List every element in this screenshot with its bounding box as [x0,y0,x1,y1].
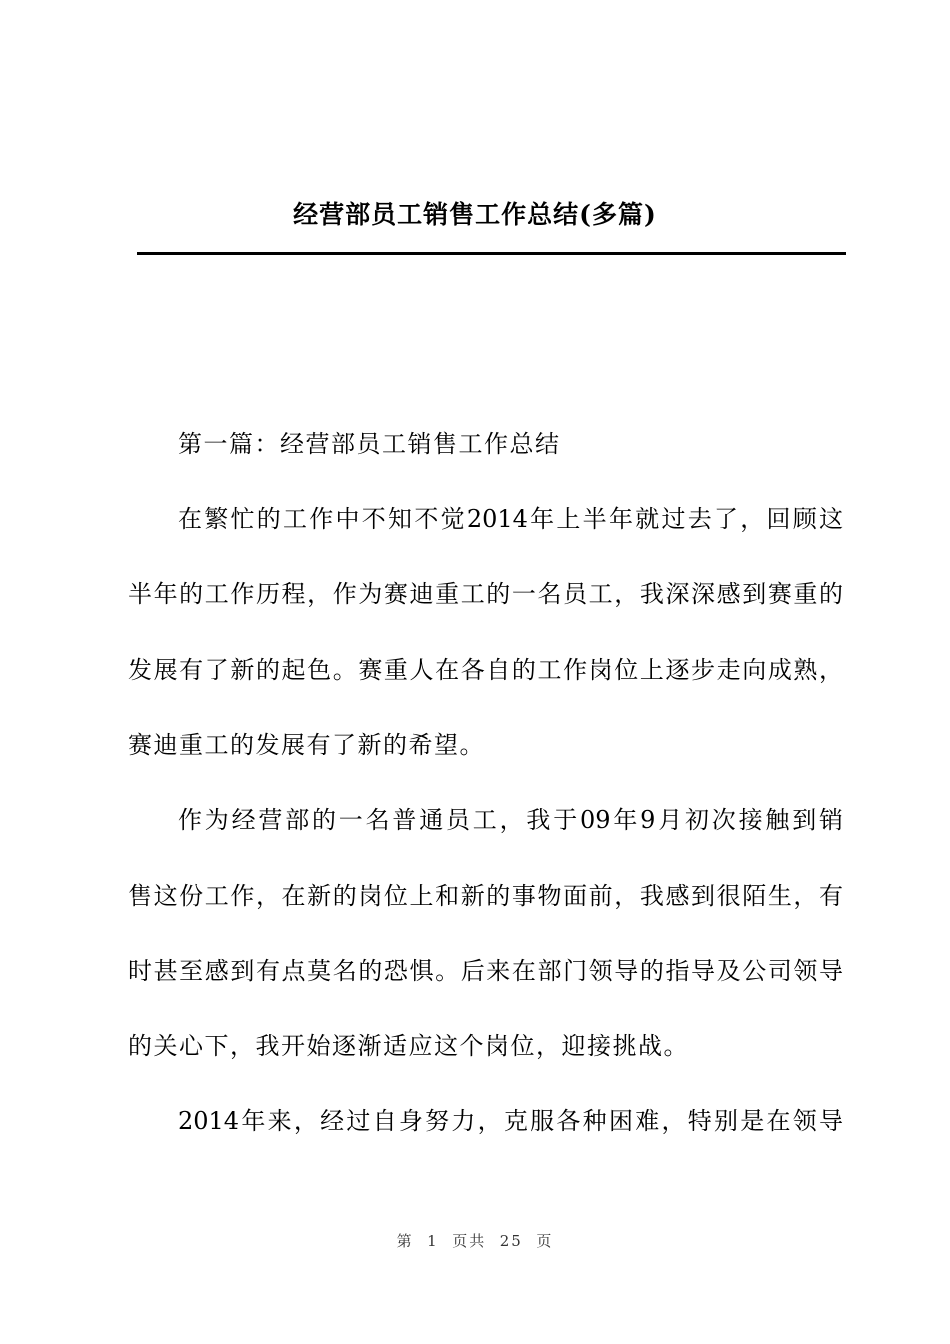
paragraph-line: 时甚至感到有点莫名的恐惧。后来在部门领导的指导及公司领导 [128,957,843,985]
paragraph-line: 作为经营部的一名普通员工，我于09年9月初次接触到销 [178,806,843,834]
paragraph-line: 售这份工作，在新的岗位上和新的事物面前，我感到很陌生，有 [128,882,843,910]
section-heading: 第一篇：经营部员工销售工作总结 [178,430,561,458]
document-title: 经营部员工销售工作总结(多篇) [293,200,657,229]
paragraph-line: 赛迪重工的发展有了新的希望。 [128,731,485,759]
page-number-footer: 第 1 页共 25 页 [396,1232,554,1250]
paragraph-line: 2014年来，经过自身努力，克服各种困难，特别是在领导 [178,1107,843,1135]
paragraph-line: 发展有了新的起色。赛重人在各自的工作岗位上逐步走向成熟， [128,656,843,684]
paragraph-line: 半年的工作历程，作为赛迪重工的一名员工，我深深感到赛重的 [128,580,843,608]
title-underline [137,252,846,255]
paragraph-line: 在繁忙的工作中不知不觉2014年上半年就过去了，回顾这 [178,505,843,533]
paragraph-line: 的关心下，我开始逐渐适应这个岗位，迎接挑战。 [128,1032,689,1060]
